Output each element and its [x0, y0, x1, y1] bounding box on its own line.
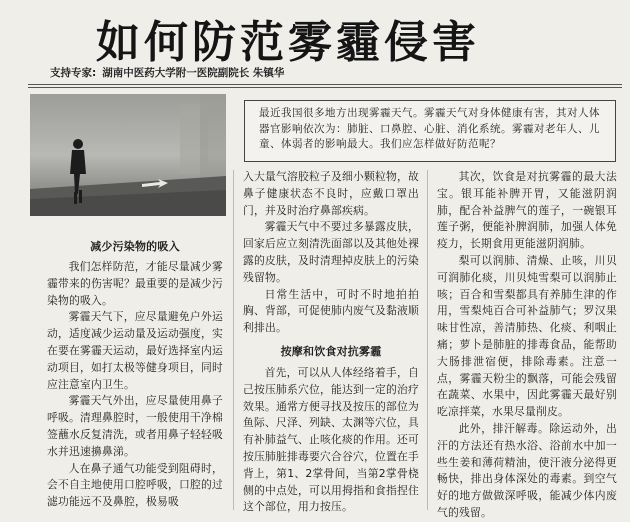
expert-label: 支持专家: [50, 67, 97, 79]
column-1 [47, 238, 223, 511]
paragraph: 雾霾天气外出，应尽量使用鼻子呼吸。清理鼻腔时，一般使用干净棉签蘸水反复清洗，或者用鼻子轻轻吸水并迅速擤鼻涕。 [47, 394, 223, 458]
top-rule [28, 84, 622, 85]
smog-street-illustration [30, 94, 226, 216]
column-divider [427, 170, 428, 510]
expert-byline [50, 65, 284, 80]
expert-name: 湖南中医药大学附一医院副院长 朱镇华 [102, 67, 285, 79]
smog-photo [30, 94, 226, 216]
paragraph: 其次，饮食是对抗雾霾的最大法宝。银耳能补脾开胃，又能滋阴润肺，配合补益脾气的莲子，一碗银耳莲子粥，便能补脾润肺，加强人体免疫力，长期食用更能滋阴润肺。 [437, 170, 617, 251]
paragraph: 雾霾天气下，应尽量避免户外运动，适度减少运动量及运动强度，实在要在雾霾天运动，最好选择室内运动项目，如打太极等健身项目，同时应注意室内卫生。 [47, 310, 223, 391]
paragraph: 此外，排汗解毒。除运动外，出汗的方法还有热水浴、浴前水中加一些生姜和薄荷精油，使汗液分泌得更畅快，排出身体深处的毒素。到空气好的地方做做深呼吸，能减少体内废气的残留。 [437, 421, 617, 519]
top-rule-thin [28, 87, 622, 88]
paragraph: 我们怎样防范，才能尽量减少雾霾带来的伤害呢？最重要的是减少污染物的吸入。 [47, 260, 223, 307]
paragraph: 首先，可以从人体经络着手，自己按压肺系穴位，能达到一定的治疗效果。通常方便寻找及按压的部位为鱼际、尺泽、列缺、太渊等穴位，具有补肺益气、止咳化痰的作用。还可按压肺脏排毒要穴合谷穴，位置在手背上，第1、2掌骨间，当第2掌骨桡侧的中点处，可以用拇指和食指捏住这个部位，用力按压。 [243, 365, 419, 514]
column-2 [243, 169, 419, 516]
paragraph: 入大量气溶胶粒子及细小颗粒物，故鼻子健康状态不良时，应戴口罩出门，并及时治疗鼻部疾病。 [243, 170, 419, 217]
paragraph: 雾霾天气中不要过多暴露皮肤，回家后应立刻清洗面部以及其他处裸露的皮肤，及时清理掉皮肤上的污染残留物。 [243, 220, 419, 284]
paragraph: 梨可以润肺、清燥、止咳，川贝可润肺化痰，川贝炖雪梨可以润肺止咳；百合和雪梨都具有养肺生津的作用，雪梨炖百合可补益肺气；罗汉果味甘性凉，善清肺热、化痰、利咽止痛；萝卜是肺脏的排毒食品，能帮助大肠排泄宿便，排除毒素。注意一点，雾霾天粉尘的飘落，可能会残留在蔬菜、水果中，因此雾霾天最好别吃凉拌菜，水果尽量削皮。 [437, 253, 617, 419]
paragraph: 人在鼻子通气功能受到阻碍时，会不自主地使用口腔呼吸，口腔的过滤功能远不及鼻腔，极易吸 [47, 461, 223, 509]
article-title: 如何防范雾霾侵害 [96, 17, 480, 68]
section-heading-reduce-inhalation: 减少污染物的吸入 [90, 240, 180, 253]
column-divider [233, 170, 234, 510]
section-heading-massage-diet: 按摩和饮食对抗雾霾 [280, 344, 382, 358]
intro-box: 最近我国很多地方出现雾霾天气。雾霾天气对身体健康有害，其对人体器官影响依次为：肺脏、口鼻腔、心脏、消化系统。雾霾对老年人、儿童、体弱者的影响最大。我们应怎样做好防范呢？ [244, 100, 616, 162]
paragraph: 日常生活中，可时不时地拍拍胸、背部，可促使肺内废气及黏液顺利排出。 [243, 287, 419, 335]
column-3 [437, 169, 617, 522]
